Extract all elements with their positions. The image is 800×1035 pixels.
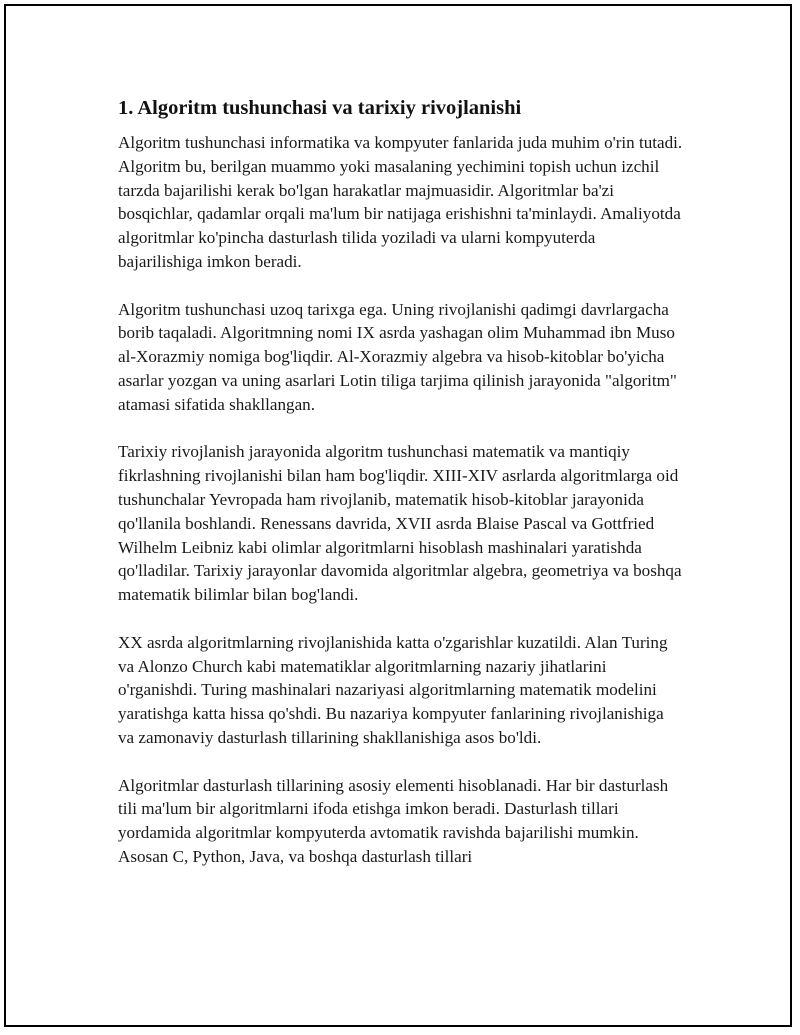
paragraph-historical-development: Tarixiy rivojlanish jarayonida algoritm tushunchasi matematik va mantiqiy fikrlashning rivojlanishi bilan ham bog'liqdir. XIII-XIV asrlarda algoritmlarga oid tushunchalar Yevropada ham rivojlanib, matematik hisob-kitoblar jarayonida qo'llanila boshlandi. Renessans davrida, XVII asrda Blaise Pascal va Gottfried Wilhelm Leibniz kabi olimlar algoritmlarni hisoblash mashinalari yaratishda qo'lladilar. Tarixiy jarayonlar davomida algoritmlar algebra, geometriya va boshqa matematik bilimlar bilan bog'landi.: [118, 442, 682, 605]
paragraph-definition: Algoritm tushunchasi informatika va kompyuter fanlarida juda muhim o'rin tutadi. Algoritm bu, berilgan muammo yoki masalaning yechimini topish uchun izchil tarzda bajarilishi kerak bo'lgan harakatlar majmuasidir. Algoritmlar ba'zi bosqichlar, qadamlar orqali ma'lum bir natijaga erishishni ta'minlaydi. Amaliyotda algoritmlar ko'pincha dasturlash tilida yoziladi va ularni kompyuterda bajarilishiga imkon beradi.: [118, 133, 683, 271]
section-heading: 1. Algoritm tushunchasi va tarixiy rivojlanishi: [118, 97, 522, 119]
document-body: [118, 95, 684, 893]
paragraph-twentieth-century: XX asrda algoritmlarning rivojlanishida katta o'zgarishlar kuzatildi. Alan Turing va Alonzo Church kabi matematiklar algoritmlarning nazariy jihatlarini o'rganishdi. Turing mashinalari nazariyasi algoritmlarning matematik modelini yaratishga katta hissa qo'shdi. Bu nazariya kompyuter fanlarining rivojlanishiga va zamonaviy dasturlash tillarining shakllanishiga asos bo'ldi.: [118, 632, 668, 747]
paragraph-programming-languages: Algoritmlar dasturlash tillarining asosiy elementi hisoblanadi. Har bir dasturlash tili ma'lum bir algoritmlarni ifoda etishga imkon beradi. Dasturlash tillari yordamida algoritmlar kompyuterda avtomatik ravishda bajarilishi mumkin. Asosan C, Python, Java, va boshqa dasturlash tillari: [118, 775, 669, 866]
paragraph-history: Algoritm tushunchasi uzoq tarixga ega. Uning rivojlanishi qadimgi davrlargacha borib taqaladi. Algoritmning nomi IX asrda yashagan olim Muhammad ibn Muso al-Xorazmiy nomiga bog'liqdir. Al-Xorazmiy algebra va hisob-kitoblar bo'yicha asarlar yozgan va uning asarlari Lotin tiliga tarjima qilinish jarayonida "algoritm" atamasi sifatida shakllangan.: [118, 299, 677, 414]
